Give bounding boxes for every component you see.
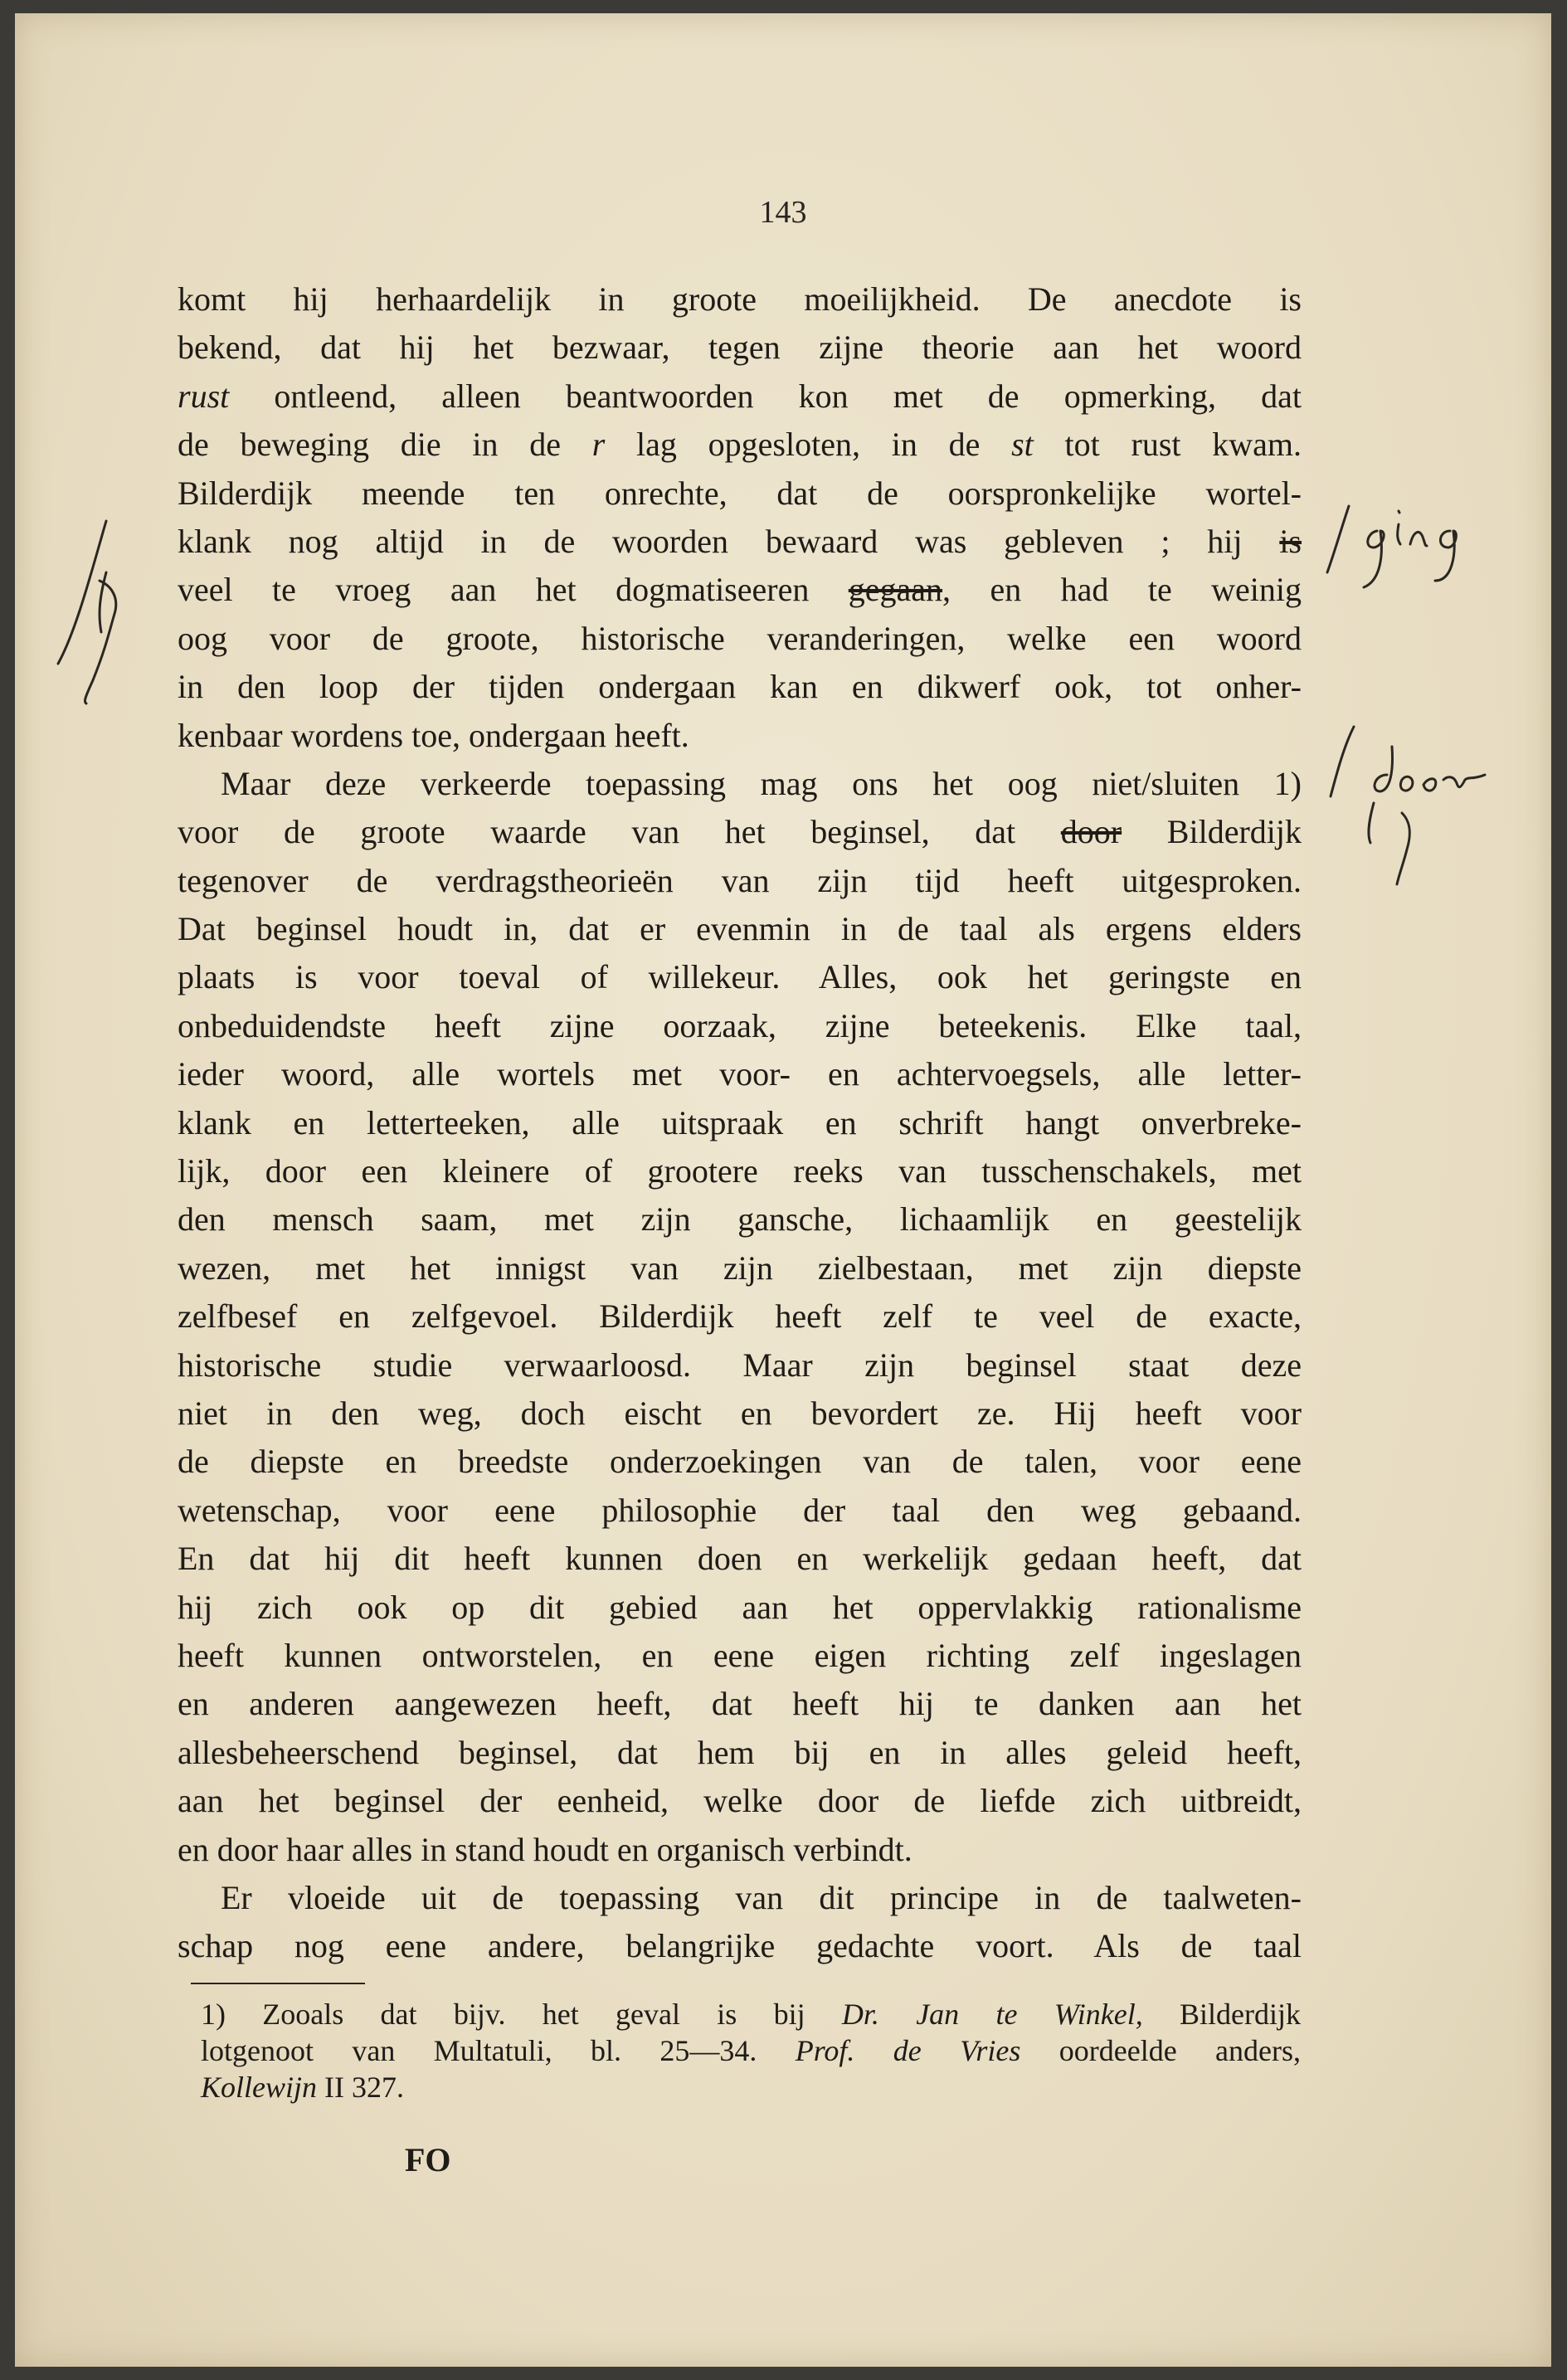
text-line: veel te vroeg aan het dogmatiseeren gegaan, en had te weinig xyxy=(178,571,1302,609)
margin-note-left xyxy=(58,521,106,664)
text-line: lijk, door een kleinere of grootere reeks van tusschenschakels, met xyxy=(178,1152,1302,1190)
text-line: klank nog altijd in de woorden bewaard was gebleven ; hij is xyxy=(178,522,1302,560)
margin-note-right-ging xyxy=(1327,506,1349,572)
text-line: komt hij herhaardelijk in groote moeilijkheid. De anecdote is xyxy=(178,280,1302,318)
text-line: wetenschap, voor eene philosophie der taal den weg gebaand. xyxy=(178,1491,1302,1529)
text-line: voor de groote waarde van het beginsel, dat door Bilderdijk xyxy=(178,813,1302,851)
text-line: onbeduidendste heeft zijne oorzaak, zijne beteekenis. Elke taal, xyxy=(178,1006,1302,1044)
text-line: en door haar alles in stand houdt en organisch verbindt. xyxy=(178,1830,912,1868)
text-line: allesbeheerschend beginsel, dat hem bij en in alles geleid heeft, xyxy=(178,1733,1302,1771)
text-line: En dat hij dit heeft kunnen doen en werkelijk gedaan heeft, dat xyxy=(178,1540,1302,1578)
text-line: Maar deze verkeerde toepassing mag ons het oog niet/sluiten 1) xyxy=(221,764,1302,802)
margin-note-right-l xyxy=(1369,803,1374,843)
text-line: schap nog eene andere, belangrijke gedachte voort. Als de taal xyxy=(178,1927,1302,1965)
text-line: ieder woord, alle wortels met voor- en achtervoegsels, alle letter- xyxy=(178,1055,1302,1093)
text-line: den mensch saam, met zijn gansche, lichaamlijk en geestelijk xyxy=(178,1200,1302,1239)
text-line: wezen, met het innigst van zijn zielbestaan, met zijn diepste xyxy=(178,1248,1302,1287)
text-line: klank en letterteeken, alle uitspraak en schrift hangt onverbreke- xyxy=(178,1103,1302,1141)
text-line: plaats is voor toeval of willekeur. Alles, ook het geringste en xyxy=(178,958,1302,996)
footnote-line: Kollewijn II 327. xyxy=(201,2071,404,2104)
text-line: zelfbesef en zelfgevoel. Bilderdijk heeft zelf te veel de exacte, xyxy=(178,1297,1302,1336)
text-line: de beweging die in de r lag opgesloten, in de st tot rust kwam. xyxy=(178,426,1302,464)
page-number: 143 xyxy=(759,195,807,230)
text-line: Dat beginsel houdt in, dat er evenmin in de taal als ergens elders xyxy=(178,910,1302,948)
text-line: Er vloeide uit de toepassing van dit principe in de taalweten- xyxy=(221,1878,1302,1916)
text-line: hij zich ook op dit gebied aan het oppervlakkig rationalisme xyxy=(178,1588,1302,1626)
text-line: historische studie verwaarloosd. Maar zijn beginsel staat deze xyxy=(178,1346,1302,1384)
text-line: rust ontleend, alleen beantwoorden kon met de opmerking, dat xyxy=(178,377,1302,415)
text-line: oog voor de groote, historische veranderingen, welke een woord xyxy=(178,619,1302,657)
text-line: en anderen aangewezen heeft, dat heeft hij te danken aan het xyxy=(178,1685,1302,1723)
text-line: tegenover de verdragstheorieën van zijn tijd heeft uitgesproken. xyxy=(178,861,1302,899)
margin-note-right-doen xyxy=(1331,727,1354,796)
text-line: Bilderdijk meende ten onrechte, dat de oorspronkelijke wortel- xyxy=(178,474,1302,512)
text-line: niet in den weg, doch eischt en bevordert ze. Hij heeft voor xyxy=(178,1394,1302,1432)
signature-mark: FO xyxy=(405,2141,451,2178)
text-line: heeft kunnen ontworstelen, en eene eigen richting zelf ingeslagen xyxy=(178,1636,1302,1674)
text-line: bekend, dat hij het bezwaar, tegen zijne theorie aan het woord xyxy=(178,329,1302,367)
footnote-line: lotgenoot van Multatuli, bl. 25—34. Prof. de Vries oordeelde anders, xyxy=(201,2034,1301,2067)
text-line: kenbaar wordens toe, ondergaan heeft. xyxy=(178,716,689,754)
text-line: aan het beginsel der eenheid, welke door de liefde zich uitbreidt, xyxy=(178,1782,1302,1820)
text-line: in den loop der tijden ondergaan kan en dikwerf ook, tot onher- xyxy=(178,668,1302,706)
text-line: de diepste en breedste onderzoekingen van de talen, voor eene xyxy=(178,1443,1302,1481)
footnote-line: 1) Zooals dat bijv. het geval is bij Dr. Jan te Winkel, Bilderdijk xyxy=(201,1998,1301,2031)
